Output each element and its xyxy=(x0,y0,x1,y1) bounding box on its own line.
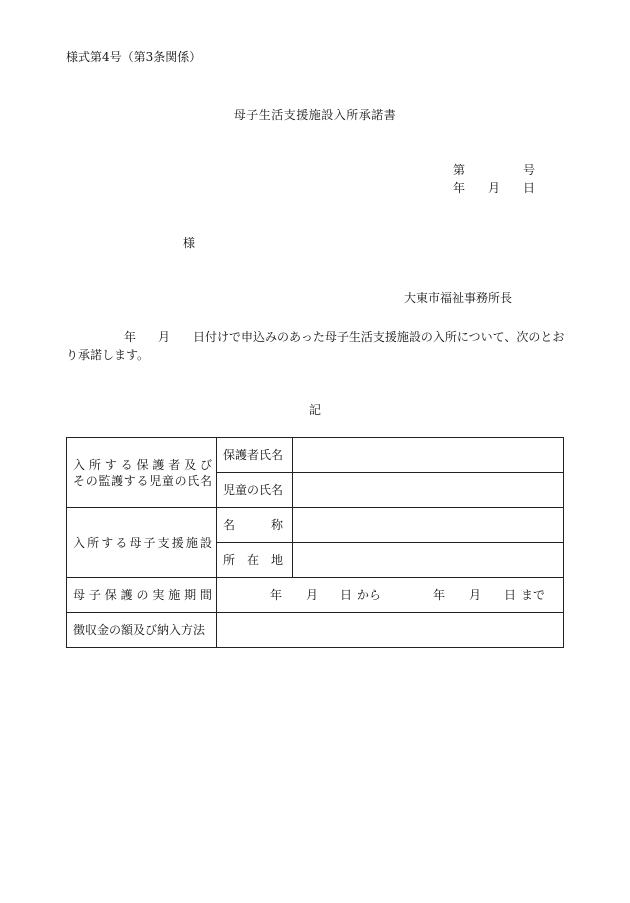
facility-label: 入所する母子支援施設 xyxy=(73,535,212,550)
page-title: 母子生活支援施設入所承諾書 xyxy=(233,108,397,122)
issuer-name: 大東市福祉事務所長 xyxy=(404,291,513,305)
period-until-word: まで xyxy=(521,588,546,602)
guardian-name-label xyxy=(217,438,293,473)
date-year: 年 xyxy=(453,181,466,195)
table-row xyxy=(67,613,564,648)
period-from-day: 日 xyxy=(340,588,353,602)
body-year: 年 xyxy=(124,330,137,344)
child-name-text: 児童の氏名 xyxy=(223,483,284,497)
period-from-year: 年 xyxy=(270,588,283,602)
ki-heading: 記 xyxy=(308,403,321,417)
document-date-row xyxy=(453,181,536,195)
guardian-name-field[interactable] xyxy=(293,438,564,473)
facility-name-text: 名 称 xyxy=(223,518,284,532)
period-from-month: 月 xyxy=(306,588,319,602)
table-row xyxy=(67,578,564,613)
period-to-day: 日 xyxy=(504,588,517,602)
table-row xyxy=(67,508,564,543)
fee-label: 徴収金の額及び納入方法 xyxy=(73,623,206,637)
form-number: 様式第4号（第3条関係） xyxy=(66,50,202,64)
facility-location-field[interactable] xyxy=(293,543,564,578)
facility-name-label xyxy=(217,508,293,543)
child-name-label xyxy=(217,473,293,508)
period-values xyxy=(223,587,563,603)
table-row xyxy=(67,438,564,473)
fee-label-cell xyxy=(67,613,217,648)
addressee-honorific: 様 xyxy=(183,236,196,250)
period-to-year: 年 xyxy=(433,588,446,602)
document-number-row xyxy=(453,163,536,177)
facility-label-cell xyxy=(67,508,217,578)
body-month: 月 xyxy=(158,330,171,344)
facility-name-field[interactable] xyxy=(293,508,564,543)
date-month: 月 xyxy=(488,181,501,195)
number-prefix: 第 xyxy=(453,163,466,177)
facility-location-text: 所 在 地 xyxy=(223,553,284,567)
period-field[interactable] xyxy=(217,578,564,613)
guardian-name-text: 保護者氏名 xyxy=(223,448,284,462)
detail-table xyxy=(66,437,564,648)
child-name-field[interactable] xyxy=(293,473,564,508)
period-from-word: から xyxy=(357,588,382,602)
period-to-month: 月 xyxy=(469,588,482,602)
fee-field[interactable] xyxy=(217,613,564,648)
body-text: 日付けで申込みのあった母子生活支援施設の入所について、次のとお xyxy=(193,330,565,344)
number-suffix: 号 xyxy=(523,163,536,177)
applicant-label-line-2: その監護する児童の氏名 xyxy=(73,473,212,488)
body-line-1 xyxy=(66,330,566,344)
applicant-label-cell xyxy=(67,438,217,508)
body-line-2: り承諾します。 xyxy=(66,348,150,362)
period-label-cell xyxy=(67,578,217,613)
facility-location-label xyxy=(217,543,293,578)
date-day: 日 xyxy=(523,181,536,195)
applicant-label-line-1: 入所する保護者及び xyxy=(73,457,212,472)
period-label: 母子保護の実施期間 xyxy=(73,588,212,602)
